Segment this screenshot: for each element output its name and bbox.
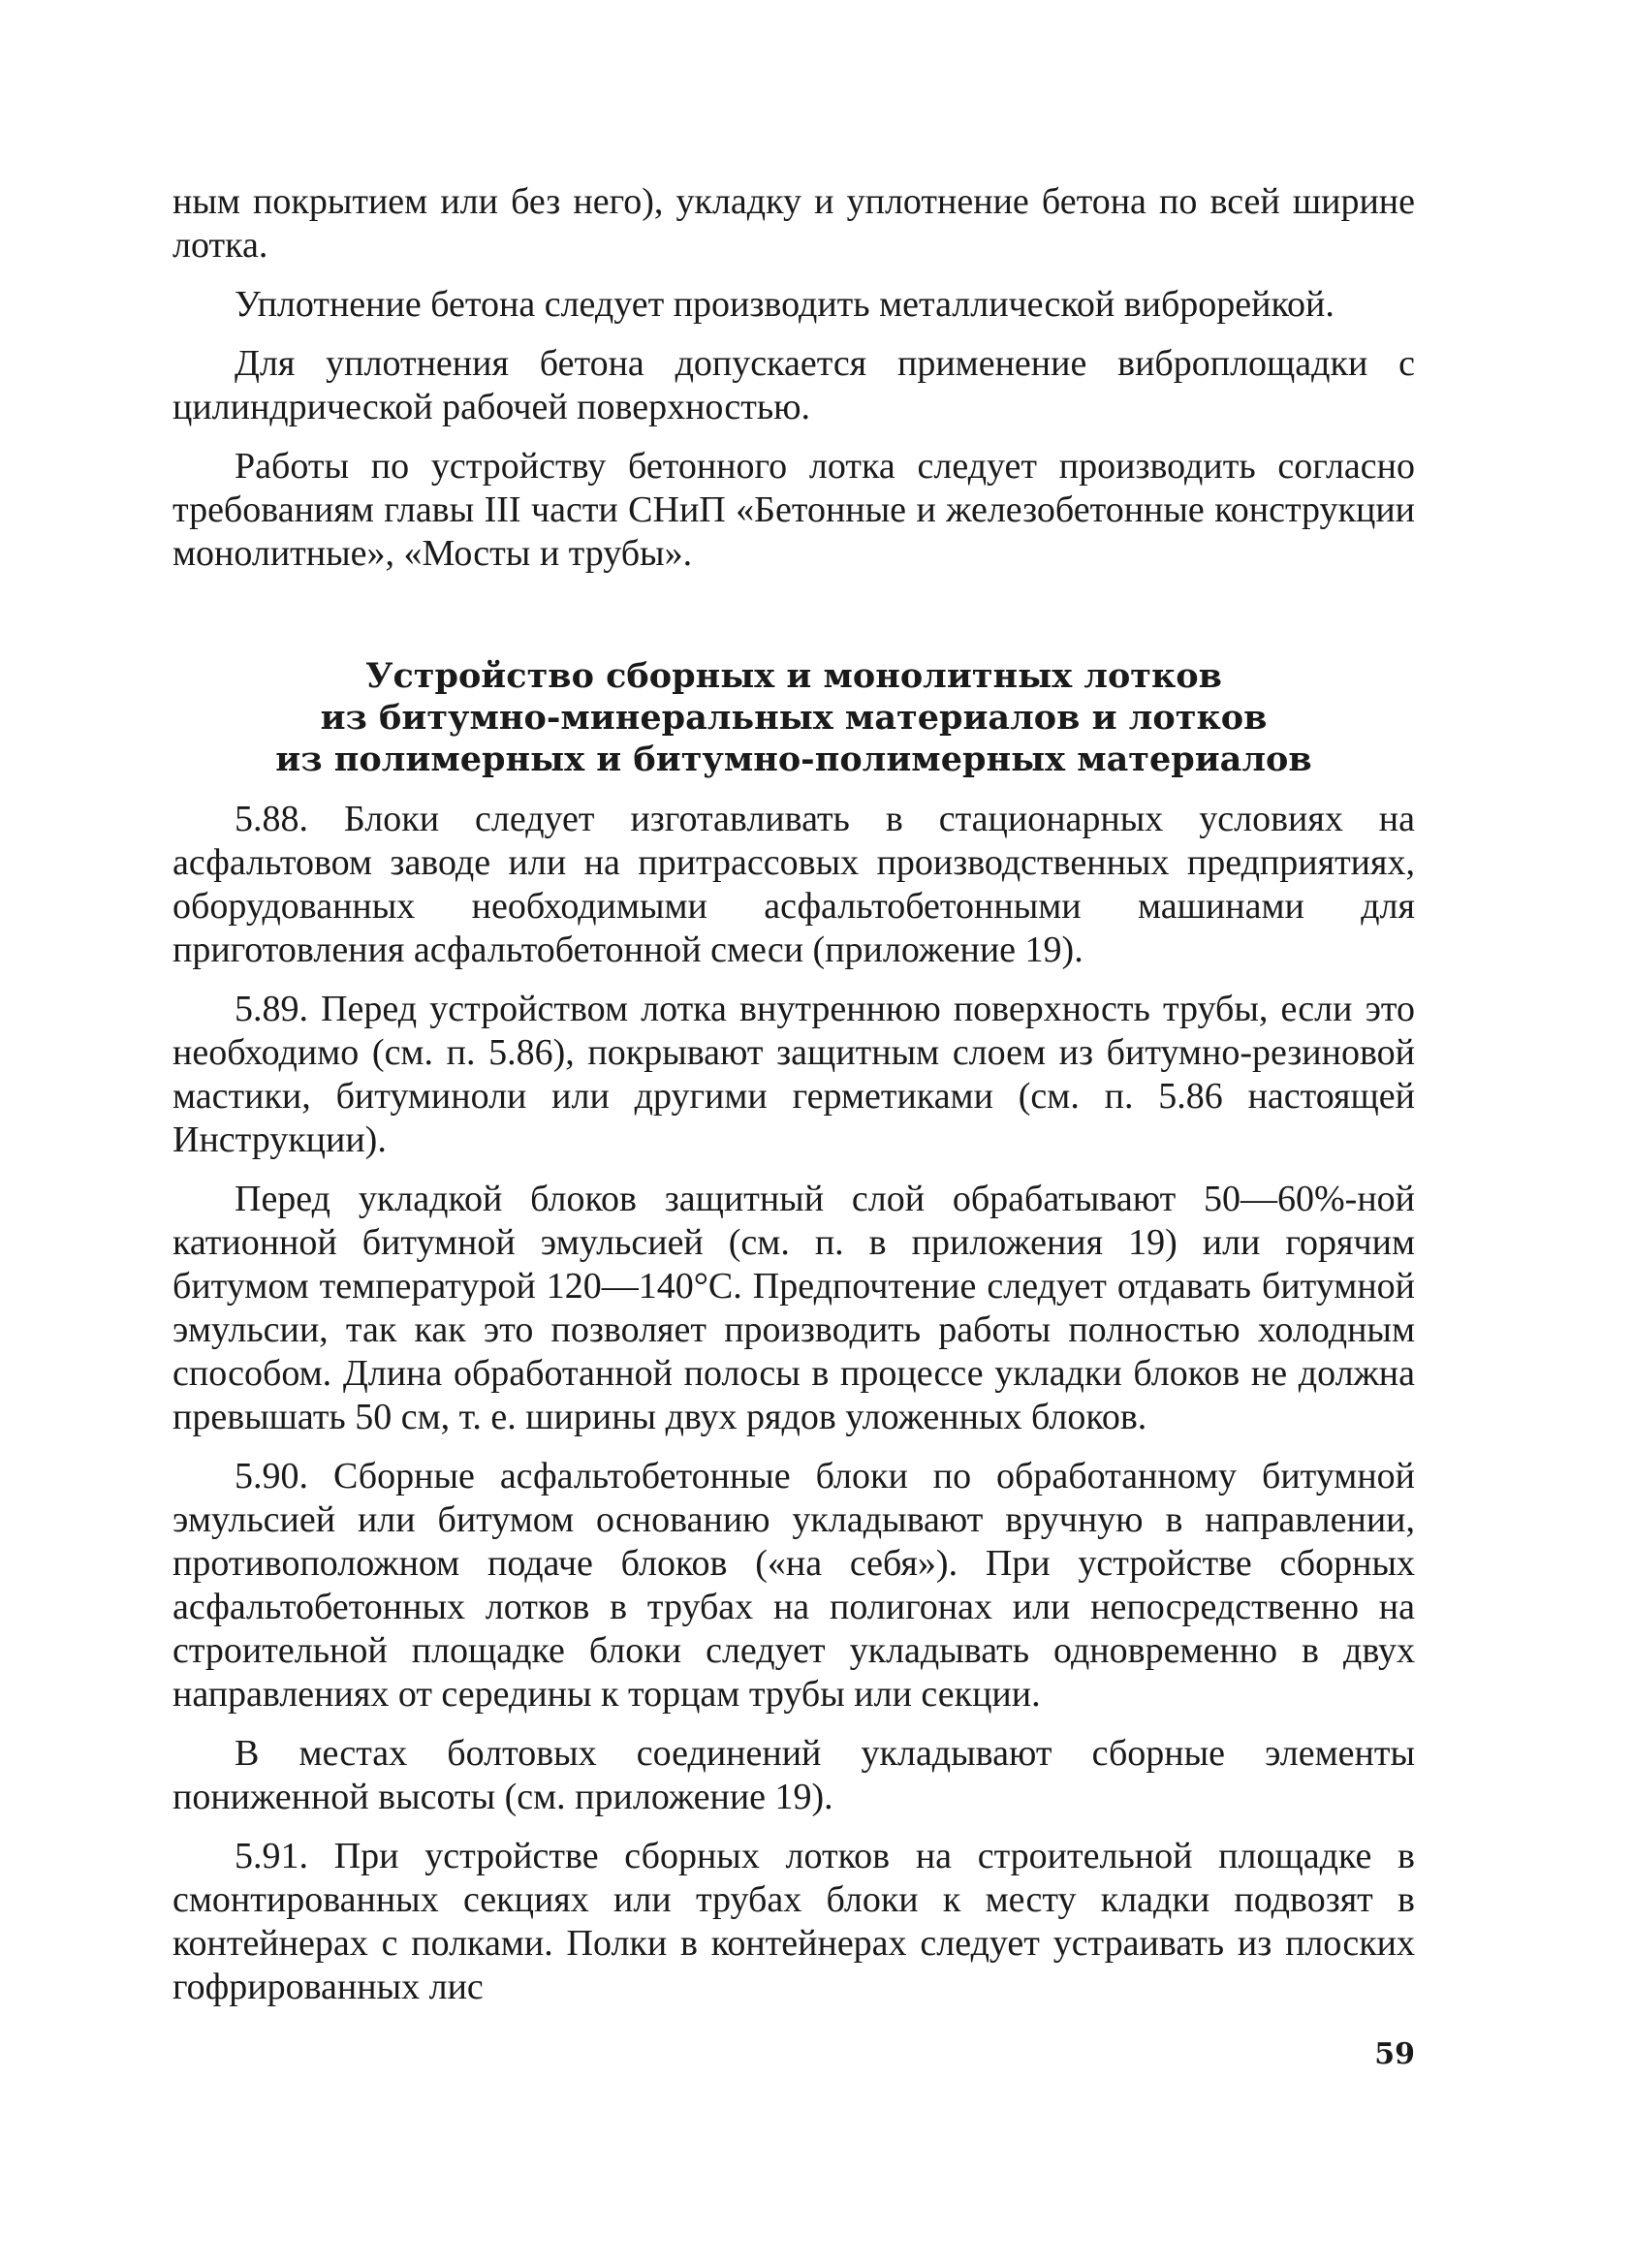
paragraph-protective-layer: Перед укладкой блоков защитный слой обрабатывают 50—60%-ной катионной битумной эмульсией (см. п. в приложения 19) или горячим битумом температурой 120—140°С. Предпочтение следует отдавать битумной эмульсии, так как это позволяет производить работы полностью холодным способом. Длина обработанной полосы в процессе укладки блоков не должна превышать 50 см, т. е. ширины двух рядов уложенных блоков. xyxy=(173,1179,1415,1437)
page-number: 59 xyxy=(1374,2037,1415,2071)
section-heading-line-2: из битумно-минеральных материалов и лотков xyxy=(320,698,1268,738)
paragraph-continuation: ным покрытием или без него), укладку и уплотнение бетона по всей ширине лотка. xyxy=(173,181,1415,266)
section-heading-line-1: Устройство сборных и монолитных лотков xyxy=(365,656,1222,696)
section-heading xyxy=(173,655,1415,780)
paragraph-5-90: 5.90. Сборные асфальтобетонные блоки по обработанному битумной эмульсией или битумом основанию укладывают вручную в направлении, противоположном подаче блоков («на себя»). При устройстве сборных асфальтобетонных лотков в трубах на полигонах или непосредственно на строительной площадке блоки следует укладывать одновременно в двух направлениях от середины к торцам трубы или секции. xyxy=(173,1456,1415,1715)
paragraph-compaction: Уплотнение бетона следует производить металлической виброрейкой. xyxy=(235,284,1335,325)
document-page xyxy=(173,180,1415,2025)
paragraph-vibroplatform: Для уплотнения бетона допускается применение виброплощадки с цилиндрической рабочей поверхностью. xyxy=(173,343,1415,427)
paragraph-5-91: 5.91. При устройстве сборных лотков на строительной площадке в смонтированных секциях или трубах блоки к месту кладки подвозят в контейнерах с полками. Полки в контейнерах следует устраивать из плоских гофрированных лис xyxy=(173,1836,1415,2007)
paragraph-5-89: 5.89. Перед устройством лотка внутреннюю поверхность трубы, если это необходимо (см. п. 5.86), покрывают защитным слоем из битумно-резиновой мастики, битуминоли или другими герметиками (см. п. 5.86 настоящей Инструкции). xyxy=(173,989,1415,1160)
paragraph-5-88: 5.88. Блоки следует изготавливать в стационарных условиях на асфальтовом заводе или на притрассовых производственных предприятиях, оборудованных необходимыми асфальтобетонными машинами для приготовления асфальтобетонной смеси (приложение 19). xyxy=(173,799,1415,970)
paragraph-snip-requirements: Работы по устройству бетонного лотка следует производить согласно требованиям главы III части СНиП «Бетонные и железобетонные конструкции монолитные», «Мосты и трубы». xyxy=(173,446,1415,574)
paragraph-bolt-joints: В местах болтовых соединений укладывают сборные элементы пониженной высоты (см. приложение 19). xyxy=(173,1733,1415,1817)
section-heading-line-3: из полимерных и битумно-полимерных материалов xyxy=(275,740,1312,779)
